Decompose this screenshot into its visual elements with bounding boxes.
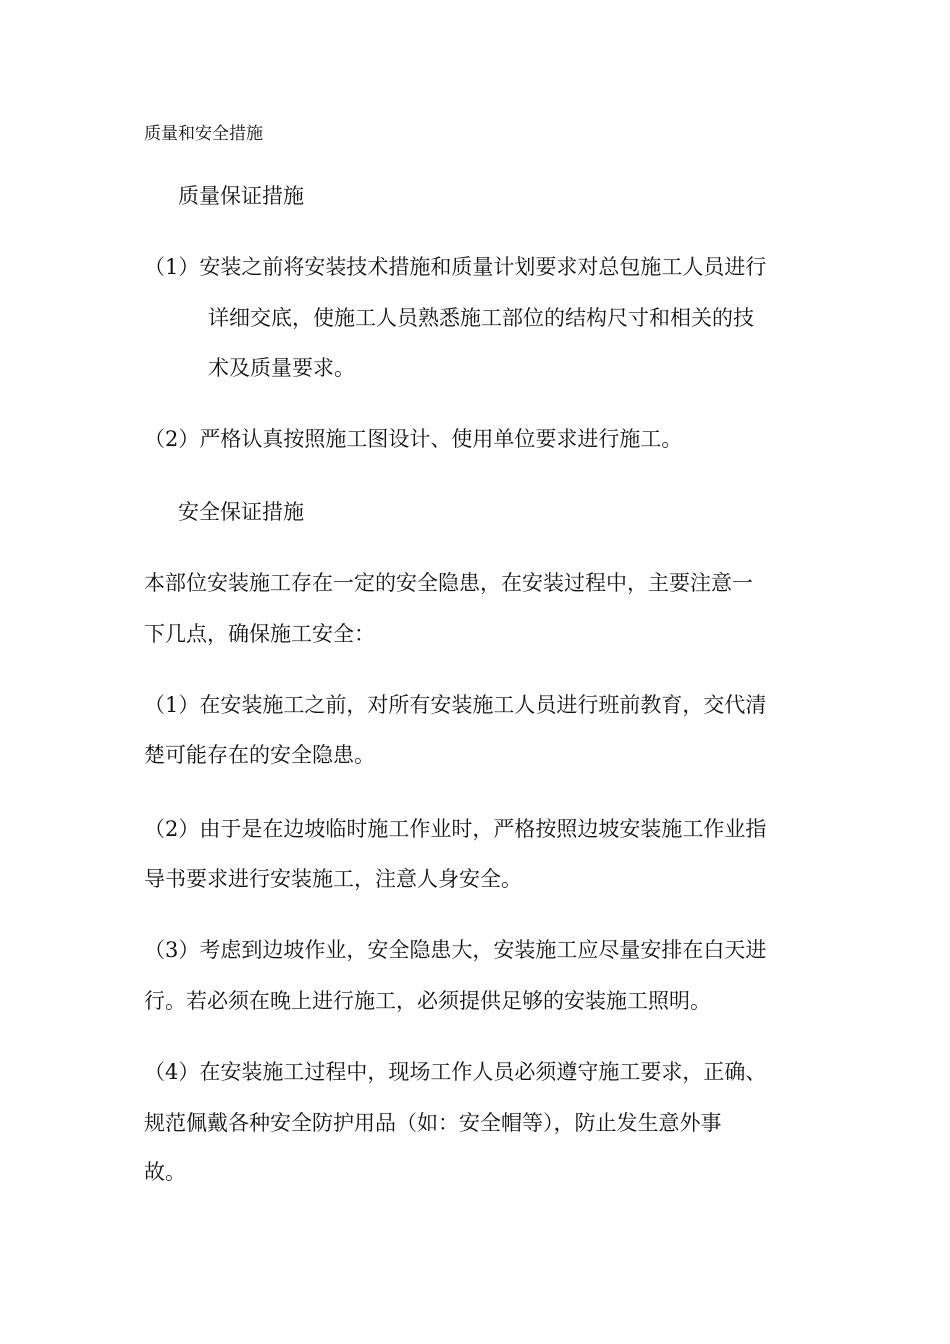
safety-item-4-line-2: 规范佩戴各种安全防护用品（如：安全帽等），防止发生意外事 [144, 1111, 722, 1135]
quality-item-1-line-1: （1）安装之前将安装技术措施和质量计划要求对总包施工人员进行 [144, 255, 767, 279]
quality-item-1-line-3: 术及质量要求。 [208, 356, 355, 380]
safety-intro-line-1: 本部位安装施工存在一定的安全隐患，在安装过程中，主要注意一 [144, 571, 753, 595]
safety-item-2-line-1: （2）由于是在边坡临时施工作业时，严格按照边坡安装施工作业指 [144, 817, 767, 841]
quality-item-2: （2）严格认真按照施工图设计、使用单位要求进行施工。 [144, 427, 683, 451]
safety-item-1-line-1: （1）在安装施工之前，对所有安装施工人员进行班前教育，交代清 [144, 693, 767, 717]
safety-item-4-line-1: （4）在安装施工过程中，现场工作人员必须遵守施工要求，正确、 [144, 1060, 767, 1084]
safety-item-1-line-2: 楚可能存在的安全隐患。 [144, 743, 375, 767]
quality-item-1-line-2: 详细交底，使施工人员熟悉施工部位的结构尺寸和相关的技 [208, 306, 754, 330]
safety-item-2-line-2: 导书要求进行安装施工，注意人身安全。 [144, 867, 522, 891]
safety-item-4-line-3: 故。 [144, 1160, 186, 1184]
safety-intro-line-2: 下几点，确保施工安全： [144, 622, 375, 646]
safety-heading: 安全保证措施 [178, 500, 304, 524]
safety-item-3-line-1: （3）考虑到边坡作业，安全隐患大，安装施工应尽量安排在白天进 [144, 938, 767, 962]
quality-heading: 质量保证措施 [178, 184, 304, 208]
document-title: 质量和安全措施 [144, 124, 263, 144]
safety-item-3-line-2: 行。若必须在晚上进行施工，必须提供足够的安装施工照明。 [144, 989, 711, 1013]
